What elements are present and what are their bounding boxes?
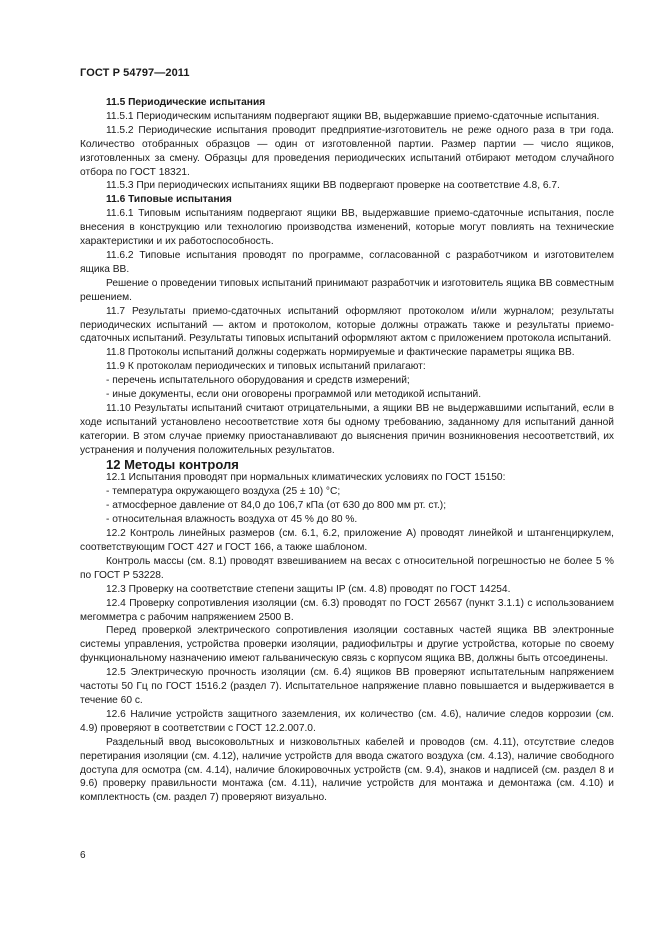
paragraph-12-3: 12.3 Проверку на соответствие степени защиты IP (см. 4.8) проводят по ГОСТ 14254. (106, 583, 511, 595)
paragraph-11-5-1: 11.5.1 Периодическим испытаниям подвергают ящики ВВ, выдержавшие приемо-сдаточные испытания. (106, 110, 600, 122)
paragraph-12-2-mass: Контроль массы (см. 8.1) проводят взвешиванием на весах с относительной погрешностью не более 5 % по ГОСТ Р 53228. (80, 555, 614, 581)
paragraph-11-8: 11.8 Протоколы испытаний должны содержать нормируемые и фактические параметры ящика ВВ. (106, 347, 575, 359)
paragraph-12-6: 12.6 Наличие устройств защитного заземления, их количество (см. 4.6), наличие следов коррозии (см. 4.9) проверяют в соответствии с ГОСТ 12.2.007.0. (80, 708, 614, 734)
list-item-11-9-b: - иные документы, если они оговорены программой или методикой испытаний. (106, 389, 482, 401)
paragraph-11-10: 11.10 Результаты испытаний считают отрицательными, а ящики ВВ не выдержавшими испытаний, если в ходе испытаний установлено несоответствие хотя бы одному требованию, заданному для испытаний данной категории. В этом случае приемку приостанавливают до выяснения причин возникновения несоответствий, их устранения и получения положительных результатов. (80, 402, 614, 456)
heading-11-5: 11.5 Периодические испытания (106, 97, 266, 108)
paragraph-12-5: 12.5 Электрическую прочность изоляции (см. 6.4) ящиков ВВ проверяют испытательным напряжением частоты 50 Гц по ГОСТ 1516.2 (раздел 7). Испытательное напряжение плавно повышается и выдерживается в течение 60 с. (80, 667, 614, 706)
paragraph-11-6-decision: Решение о проведении типовых испытаний принимают разработчик и изготовитель ящика ВВ совместным решением. (80, 277, 614, 303)
list-item-11-9-a: - перечень испытательного оборудования и средств измерений; (106, 375, 410, 387)
paragraph-12-4-note: Перед проверкой электрического сопротивления изоляции составных частей ящика ВВ электронные системы управления, устройства проверки изоляции, радиофильтры и другие устройства, которые по своему функциональному назначению имеют гальваническую связь с корпусом ящика ВВ, должны быть отсоединены. (80, 625, 614, 665)
paragraph-12-6-cont: Раздельный ввод высоковольтных и низковольтных кабелей и проводов (см. 4.11), отсутствие следов перетирания изоляции (см. 4.12), наличие устройств для ввода сжатого воздуха (см. 4.13), наличие свободного доступа для осмотра (см. 4.14), наличие блокировочных устройств (см. 9.4), знаков и надписей (см. раздел 8 и 9.6) проверку правильности монтажа (см. 4.11), наличие устройств для монтажа и демонтажа (см. 4.10) и комплектность (см. раздел 7) проверяют визуально. (80, 736, 614, 804)
heading-11-6: 11.6 Типовые испытания (106, 194, 232, 206)
document-body (80, 96, 614, 805)
list-item-12-1-b: - атмосферное давление от 84,0 до 106,7 кПа (от 630 до 800 мм рт. ст.); (106, 500, 447, 512)
paragraph-12-4: 12.4 Проверку сопротивления изоляции (см. 6.3) проводят по ГОСТ 26567 (пункт 3.1.1) с использованием мегомметра с рабочим напряжением 2500 В. (80, 597, 614, 623)
paragraph-11-5-2: 11.5.2 Периодические испытания проводит предприятие-изготовитель не реже одного раза в три года. Количество отобранных образцов — один от изготовленной партии. Размер партии — число ящиков, изготовленных за смену. Образцы для проведения периодических испытаний отбирают методом случайного отбора по ГОСТ 18321. (80, 124, 614, 178)
paragraph-11-6-1: 11.6.1 Типовым испытаниям подвергают ящики ВВ, выдержавшие приемо-сдаточные испытания, после внесения в конструкцию или технологию производства изменений, которые могут повлиять на технические характеристики и их работоспособность. (80, 208, 614, 248)
page-number: 6 (80, 850, 86, 861)
section-12-heading: 12 Методы контроля (106, 456, 239, 472)
paragraph-11-9: 11.9 К протоколам периодических и типовых испытаний прилагают: (106, 361, 426, 373)
document-header-id: ГОСТ Р 54797—2011 (80, 67, 190, 79)
paragraph-11-5-3: 11.5.3 При периодических испытаниях ящики ВВ подвергают проверке на соответствие 4.8, 6.7. (106, 180, 560, 192)
paragraph-11-7: 11.7 Результаты приемо-сдаточных испытаний оформляют протоколом и/или журналом; результаты периодических испытаний — актом и протоколом, которые должны отражать также и результаты приемо-сдаточных испытаний. Результаты типовых испытаний оформляют актом с приложением протокола испытаний. (80, 305, 614, 345)
paragraph-12-1: 12.1 Испытания проводят при нормальных климатических условиях по ГОСТ 15150: (106, 472, 506, 484)
paragraph-11-6-2: 11.6.2 Типовые испытания проводят по программе, согласованной с разработчиком и изготовителем ящика ВВ. (80, 249, 614, 275)
list-item-12-1-a: - температура окружающего воздуха (25 ± 10) °С; (106, 486, 341, 498)
paragraph-12-2: 12.2 Контроль линейных размеров (см. 6.1, 6.2, приложение А) проводят линейкой и штангенциркулем, соответствующим ГОСТ 427 и ГОСТ 166, а также шаблоном. (80, 528, 614, 553)
list-item-12-1-c: - относительная влажность воздуха от 45 % до 80 %. (106, 514, 358, 526)
